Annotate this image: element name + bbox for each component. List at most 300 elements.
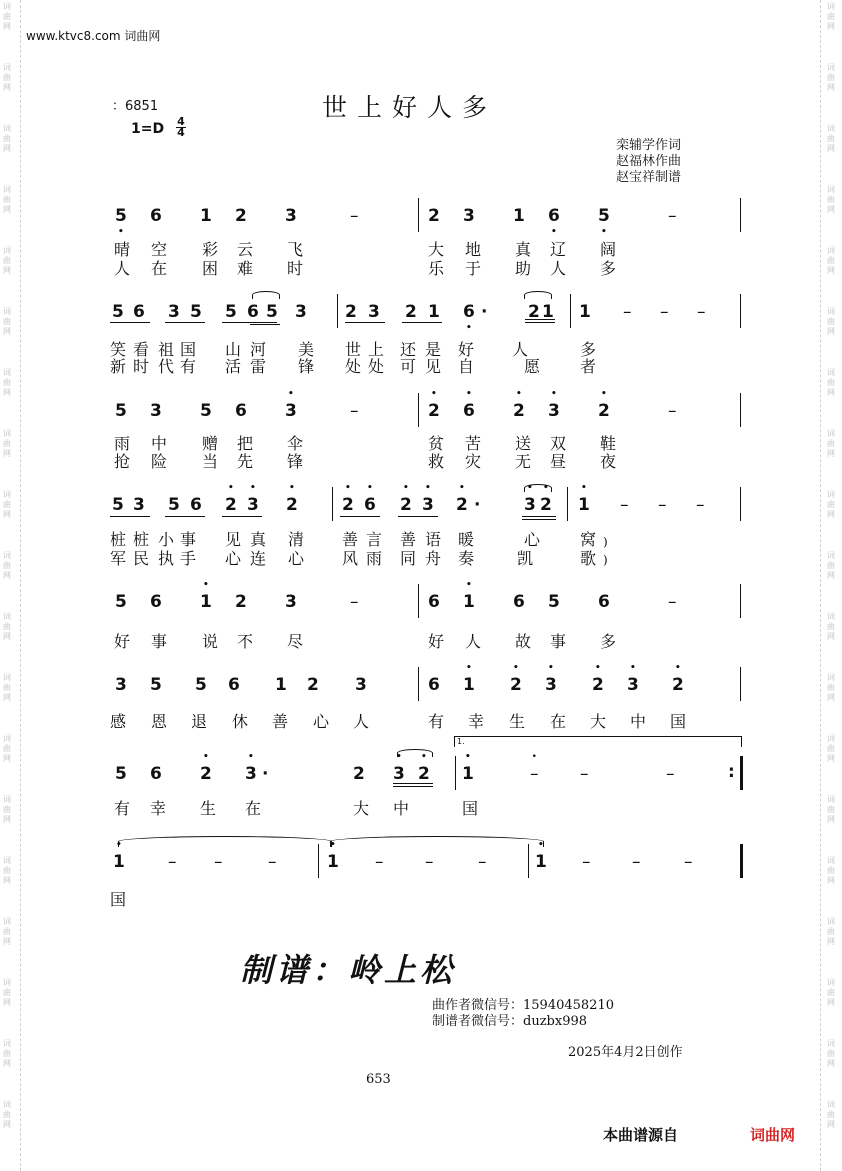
watermark-char: 网 — [827, 388, 835, 397]
watermark-char: 曲 — [3, 12, 11, 21]
watermark-char: 词 — [827, 307, 835, 316]
jianpu-note: • 3 — [245, 764, 257, 784]
lyric-char: 语 — [425, 530, 442, 549]
slur-mark — [252, 291, 280, 299]
lyric-char: 灾 — [465, 452, 482, 471]
lyric-char: 贫 — [428, 434, 445, 453]
watermark-char: 网 — [3, 815, 11, 824]
jianpu-note: • 1 — [327, 852, 339, 872]
jianpu-note: – — [268, 852, 277, 872]
jianpu-note: • 2 — [592, 675, 604, 695]
beam-line — [522, 519, 556, 520]
watermark-char: 词 — [3, 734, 11, 743]
watermark-char: 词 — [827, 551, 835, 560]
jianpu-note: 1 — [542, 302, 554, 322]
first-ending-bracket — [454, 736, 742, 747]
jianpu-note: 5 — [266, 302, 278, 322]
lyric-char: 舟 — [425, 549, 442, 568]
beam-line — [110, 516, 150, 517]
watermark-char: 网 — [827, 510, 835, 519]
bar-line — [418, 584, 419, 618]
lyric-char: 伞 — [287, 434, 304, 453]
lyric-char: 当 — [202, 452, 219, 471]
lyric-char: 雨 — [114, 434, 131, 453]
lyric-char: 事 — [180, 530, 197, 549]
jianpu-note: • 1 — [578, 495, 590, 515]
lyric-char: 昼 — [550, 452, 567, 471]
jianpu-note: 3 — [368, 302, 380, 322]
jianpu-note: • 2 — [598, 401, 610, 421]
verse-bracket: ) — [603, 553, 608, 567]
watermark-char: 网 — [827, 144, 835, 153]
lyric-char: 国 — [670, 712, 687, 731]
jianpu-note: • 2 — [400, 495, 412, 515]
jianpu-note: 3 — [355, 675, 367, 695]
bar-line — [528, 844, 529, 878]
slur-mark — [330, 836, 544, 847]
watermark-char: 网 — [3, 327, 11, 336]
lyric-char: 恩 — [151, 712, 168, 731]
watermark-char: 网 — [827, 754, 835, 763]
watermark-char: 曲 — [3, 256, 11, 265]
jianpu-note: • 2 — [513, 401, 525, 421]
jianpu-note: – — [697, 302, 706, 322]
lyric-char: 空 — [151, 240, 168, 259]
jianpu-note: – — [350, 592, 359, 612]
bar-line — [337, 294, 338, 328]
jianpu-note: 5 — [200, 401, 212, 421]
watermark-char: 网 — [3, 144, 11, 153]
wechat-info — [432, 998, 614, 1030]
jianpu-note: · — [262, 764, 269, 784]
jianpu-note: • 2 — [418, 764, 430, 784]
watermark-char: 词 — [827, 795, 835, 804]
jianpu-note: – — [425, 852, 434, 872]
jianpu-note: – — [668, 592, 677, 612]
lyric-char: 飞 — [287, 240, 304, 259]
watermark-char: 词 — [3, 429, 11, 438]
jianpu-note: • 1 — [462, 764, 474, 784]
lyric-char: 鞋 — [600, 434, 617, 453]
jianpu-note: 1 — [428, 302, 440, 322]
watermark-char: 网 — [827, 815, 835, 824]
watermark-char: 词 — [3, 490, 11, 499]
lyric-char: 祖 — [158, 340, 175, 359]
watermark-char: 曲 — [3, 866, 11, 875]
watermark-char: 曲 — [827, 439, 835, 448]
jianpu-note: 5 — [168, 495, 180, 515]
watermark-char: 网 — [3, 876, 11, 885]
slur-mark — [397, 749, 433, 757]
lyric-char: 锋 — [298, 357, 315, 376]
watermark-char: 网 — [3, 632, 11, 641]
lyric-char: 还 — [400, 340, 417, 359]
watermark-char: 词 — [3, 368, 11, 377]
jianpu-note: 5 — [115, 592, 127, 612]
bar-line — [740, 487, 741, 521]
lyric-char: 说 — [202, 632, 219, 651]
watermark-char: 曲 — [3, 744, 11, 753]
jianpu-note: 6 — [235, 401, 247, 421]
lyric-char: 中 — [393, 799, 410, 818]
page-title: 世上好人多 — [322, 93, 498, 122]
jianpu-note: 1 — [579, 302, 591, 322]
jianpu-note: • 2 — [200, 764, 212, 784]
lyric-char: 不 — [237, 632, 254, 651]
jianpu-note: · — [481, 302, 488, 322]
watermark-char: 曲 — [827, 73, 835, 82]
lyric-char: 生 — [509, 712, 526, 731]
right-watermark-column — [824, 0, 842, 1171]
jianpu-note: 3 — [463, 206, 475, 226]
lyric-char: 人 — [114, 259, 131, 278]
bar-line — [740, 294, 741, 328]
jianpu-note: • 3 — [545, 675, 557, 695]
watermark-char: 词 — [827, 673, 835, 682]
jianpu-note: 2 — [235, 592, 247, 612]
jianpu-note: 6 — [428, 675, 440, 695]
lyric-char: 可 — [400, 357, 417, 376]
lyric-char: 云 — [237, 240, 254, 259]
beam-line — [402, 322, 442, 323]
lyric-char: 代 — [158, 357, 175, 376]
watermark-char: 词 — [3, 978, 11, 987]
beam-line — [165, 516, 205, 517]
watermark-char: 网 — [3, 1059, 11, 1068]
jianpu-note: 5 — [195, 675, 207, 695]
jianpu-note: – — [168, 852, 177, 872]
watermark-char: 网 — [827, 22, 835, 31]
jianpu-note: 1 — [275, 675, 287, 695]
bar-line — [740, 584, 741, 618]
lyric-char: 赠 — [202, 434, 219, 453]
lyric-char: 同 — [400, 549, 417, 568]
bar-line — [418, 198, 419, 232]
bar-line — [740, 198, 741, 232]
jianpu-note: • 3 — [247, 495, 259, 515]
lyric-char: 军 — [110, 549, 127, 568]
watermark-char: 网 — [3, 510, 11, 519]
jianpu-note: • 1 — [113, 852, 125, 872]
left-watermark-column — [0, 0, 20, 1171]
jianpu-note: • 1 — [463, 675, 475, 695]
left-border — [20, 0, 21, 1171]
beam-line — [393, 783, 433, 784]
score-number: ：6851 — [112, 99, 159, 114]
watermark-char: 词 — [827, 734, 835, 743]
watermark-char: 网 — [827, 1059, 835, 1068]
watermark-char: 曲 — [3, 622, 11, 631]
watermark-char: 网 — [3, 754, 11, 763]
watermark-char: 曲 — [827, 988, 835, 997]
watermark-char: 曲 — [827, 1049, 835, 1058]
bar-line — [455, 756, 456, 790]
watermark-char: 曲 — [3, 1049, 11, 1058]
watermark-char: 网 — [3, 998, 11, 1007]
lyric-char: 险 — [151, 452, 168, 471]
jianpu-note: – — [580, 764, 589, 784]
watermark-char: 词 — [3, 795, 11, 804]
jianpu-note: – — [658, 495, 667, 515]
jianpu-note: 6 — [190, 495, 202, 515]
jianpu-note: 2 — [405, 302, 417, 322]
watermark-char: 词 — [827, 612, 835, 621]
jianpu-note: 6 — [150, 206, 162, 226]
beam-line — [165, 322, 205, 323]
jianpu-note: 6 — [247, 302, 259, 322]
bar-line — [418, 393, 419, 427]
jianpu-note: 2 — [428, 206, 440, 226]
jianpu-note: • 2 — [540, 495, 552, 515]
watermark-char: 曲 — [827, 866, 835, 875]
lyric-char: 山 — [225, 340, 242, 359]
lyric-char: 上 — [368, 340, 385, 359]
bar-line — [740, 667, 741, 701]
lyric-char: 幸 — [150, 799, 167, 818]
lyric-char: 窝 — [580, 530, 597, 549]
lyric-char: 大 — [428, 240, 445, 259]
jianpu-note: – — [478, 852, 487, 872]
slur-mark — [524, 291, 552, 299]
lyric-char: 活 — [225, 357, 242, 376]
lyric-char: 凯 — [517, 549, 534, 568]
lyric-char: 人 — [353, 712, 370, 731]
watermark-char: 曲 — [827, 256, 835, 265]
watermark-char: 网 — [827, 449, 835, 458]
volta-label: 1. — [457, 737, 465, 746]
lyric-char: 好 — [114, 632, 131, 651]
watermark-char: 词 — [3, 307, 11, 316]
watermark-char: 词 — [3, 124, 11, 133]
jianpu-note: – — [668, 401, 677, 421]
jianpu-note: • 2 — [510, 675, 522, 695]
beam-line — [222, 322, 277, 323]
jianpu-note: • – — [530, 764, 539, 784]
jianpu-note: 5 — [150, 675, 162, 695]
jianpu-note: – — [632, 852, 641, 872]
jianpu-note: 6 • — [548, 206, 560, 226]
jianpu-note: 5 — [190, 302, 202, 322]
lyric-char: 心 — [524, 530, 541, 549]
bar-line — [740, 844, 743, 878]
watermark-char: 词 — [3, 612, 11, 621]
lyric-char: 河 — [250, 340, 267, 359]
watermark-char: 词 — [3, 2, 11, 11]
beam-line — [110, 322, 150, 323]
jianpu-note: 2 — [528, 302, 540, 322]
lyric-char: 生 — [200, 799, 217, 818]
jianpu-note: – — [668, 206, 677, 226]
watermark-char: 词 — [827, 124, 835, 133]
watermark-char: 曲 — [827, 195, 835, 204]
watermark-char: 词 — [827, 978, 835, 987]
lyric-char: 辽 — [550, 240, 567, 259]
jianpu-note: – — [696, 495, 705, 515]
jianpu-note: 6 — [133, 302, 145, 322]
lyric-char: 事 — [550, 632, 567, 651]
lyric-char: 有 — [180, 357, 197, 376]
lyric-char: 晴 — [114, 240, 131, 259]
beam-line — [345, 322, 385, 323]
slur-mark — [118, 836, 332, 847]
watermark-char: 曲 — [3, 134, 11, 143]
jianpu-note: 1 — [200, 206, 212, 226]
transcriber-wechat: 制谱者微信号：duzbx998 — [432, 1014, 588, 1029]
jianpu-note: • 2 — [428, 401, 440, 421]
watermark-char: 词 — [3, 673, 11, 682]
jianpu-note: – — [620, 495, 629, 515]
lyric-char: 人 — [465, 632, 482, 651]
watermark-char: 曲 — [3, 378, 11, 387]
lyric-char: 中 — [630, 712, 647, 731]
lyric-char: 于 — [465, 259, 482, 278]
watermark-char: 词 — [827, 1100, 835, 1109]
watermark-char: 网 — [3, 266, 11, 275]
jianpu-note: 3 — [295, 302, 307, 322]
beam-line — [340, 516, 380, 517]
time-signature — [176, 117, 186, 138]
watermark-char: 词 — [827, 63, 835, 72]
lyric-char: 好 — [428, 632, 445, 651]
lyric-char: 地 — [465, 240, 482, 259]
lyric-char: 见 — [425, 357, 442, 376]
lyric-char: 善 — [342, 530, 359, 549]
watermark-char: 词 — [3, 917, 11, 926]
lyric-char: 乐 — [428, 259, 445, 278]
jianpu-note: 6 • — [463, 302, 475, 322]
jianpu-note: – — [214, 852, 223, 872]
watermark-char: 词 — [827, 1039, 835, 1048]
lyric-char: 人 — [512, 340, 529, 359]
jianpu-note: • 2 — [225, 495, 237, 515]
lyric-char: 休 — [232, 712, 249, 731]
lyric-char: 心 — [288, 549, 305, 568]
lyric-char: 真 — [515, 240, 532, 259]
lyric-char: 困 — [202, 259, 219, 278]
watermark-char: 网 — [827, 693, 835, 702]
watermark-char: 曲 — [3, 317, 11, 326]
watermark-char: 曲 — [3, 73, 11, 82]
lyric-char: 在 — [245, 799, 262, 818]
lyric-char: 雷 — [250, 357, 267, 376]
watermark-char: 网 — [827, 998, 835, 1007]
jianpu-note: • 6 — [463, 401, 475, 421]
watermark-char: 词 — [827, 368, 835, 377]
lyric-char: 风 — [342, 549, 359, 568]
jianpu-note: 1 — [513, 206, 525, 226]
jianpu-note: – — [623, 302, 632, 322]
jianpu-note: 5 — [115, 401, 127, 421]
watermark-char: 曲 — [827, 317, 835, 326]
jianpu-note: • 3 — [393, 764, 405, 784]
jianpu-note: • 3 — [548, 401, 560, 421]
lyric-char: 送 — [515, 434, 532, 453]
lyric-char: 夜 — [600, 452, 617, 471]
verse-bracket: ) — [603, 535, 608, 549]
lyric-char: 锋 — [287, 452, 304, 471]
watermark-char: 曲 — [3, 439, 11, 448]
watermark-char: 词 — [3, 551, 11, 560]
jianpu-note: 5 — [112, 302, 124, 322]
watermark-char: 曲 — [3, 1110, 11, 1119]
watermark-char: 网 — [3, 22, 11, 31]
watermark-char: 词 — [3, 1100, 11, 1109]
page-number: 653 — [366, 1072, 391, 1087]
watermark-char: 词 — [827, 429, 835, 438]
watermark-char: 网 — [3, 83, 11, 92]
bar-line — [740, 393, 741, 427]
bar-line — [332, 487, 333, 521]
watermark-char: 网 — [827, 1120, 835, 1129]
lyric-char: 先 — [237, 452, 254, 471]
lyric-char: 多 — [580, 340, 597, 359]
lyric-char: 事 — [151, 632, 168, 651]
lyric-char: 双 — [550, 434, 567, 453]
lyric-char: 多 — [600, 259, 617, 278]
jianpu-note: 2 — [345, 302, 357, 322]
watermark-char: 网 — [3, 937, 11, 946]
jianpu-note: – — [684, 852, 693, 872]
jianpu-note: • 1 — [463, 592, 475, 612]
lyric-char: 小 — [158, 530, 175, 549]
lyric-char: 笑 — [110, 340, 127, 359]
jianpu-note: • 1 — [200, 592, 212, 612]
jianpu-note: • 3 — [285, 401, 297, 421]
watermark-char: 曲 — [827, 1110, 835, 1119]
lyric-char: 感 — [110, 712, 127, 731]
time-sig-bottom: 4 — [177, 126, 185, 139]
lyric-char: 新 — [110, 357, 127, 376]
jianpu-note: 5 — [115, 764, 127, 784]
watermark-char: 曲 — [827, 683, 835, 692]
jianpu-note: 6 — [428, 592, 440, 612]
watermark-char: 曲 — [3, 195, 11, 204]
lyric-char: 雨 — [366, 549, 383, 568]
lyric-char: 清 — [288, 530, 305, 549]
lyric-char: 处 — [345, 357, 362, 376]
watermark-char: 网 — [827, 83, 835, 92]
site-header[interactable]: www.ktvc8.com 词曲网 — [26, 29, 161, 43]
lyric-char: 自 — [458, 357, 475, 376]
watermark-char: 网 — [827, 876, 835, 885]
jianpu-note: – — [660, 302, 669, 322]
bar-line — [740, 756, 743, 790]
beam-line — [398, 516, 438, 517]
jianpu-note: • 2 — [456, 495, 468, 515]
lyric-char: 有 — [114, 799, 131, 818]
right-border — [820, 0, 821, 1171]
watermark-char: 曲 — [3, 683, 11, 692]
watermark-char: 曲 — [3, 988, 11, 997]
credits — [616, 138, 681, 186]
brand-link[interactable]: 词曲网 — [750, 1126, 796, 1144]
jianpu-note: 5 — [548, 592, 560, 612]
watermark-char: 曲 — [3, 561, 11, 570]
watermark-char: 词 — [3, 856, 11, 865]
lyric-char: 彩 — [202, 240, 219, 259]
time-sig-top: 4 — [177, 115, 185, 128]
lyric-char: 是 — [425, 340, 442, 359]
watermark-char: 曲 — [827, 378, 835, 387]
watermark-char: 网 — [3, 388, 11, 397]
lyric-char: 无 — [515, 452, 532, 471]
jianpu-note: 6 — [513, 592, 525, 612]
jianpu-note: – — [350, 206, 359, 226]
lyric-char: 处 — [368, 357, 385, 376]
watermark-char: 网 — [827, 937, 835, 946]
lyric-char: 者 — [580, 357, 597, 376]
jianpu-note: 3 — [285, 592, 297, 612]
